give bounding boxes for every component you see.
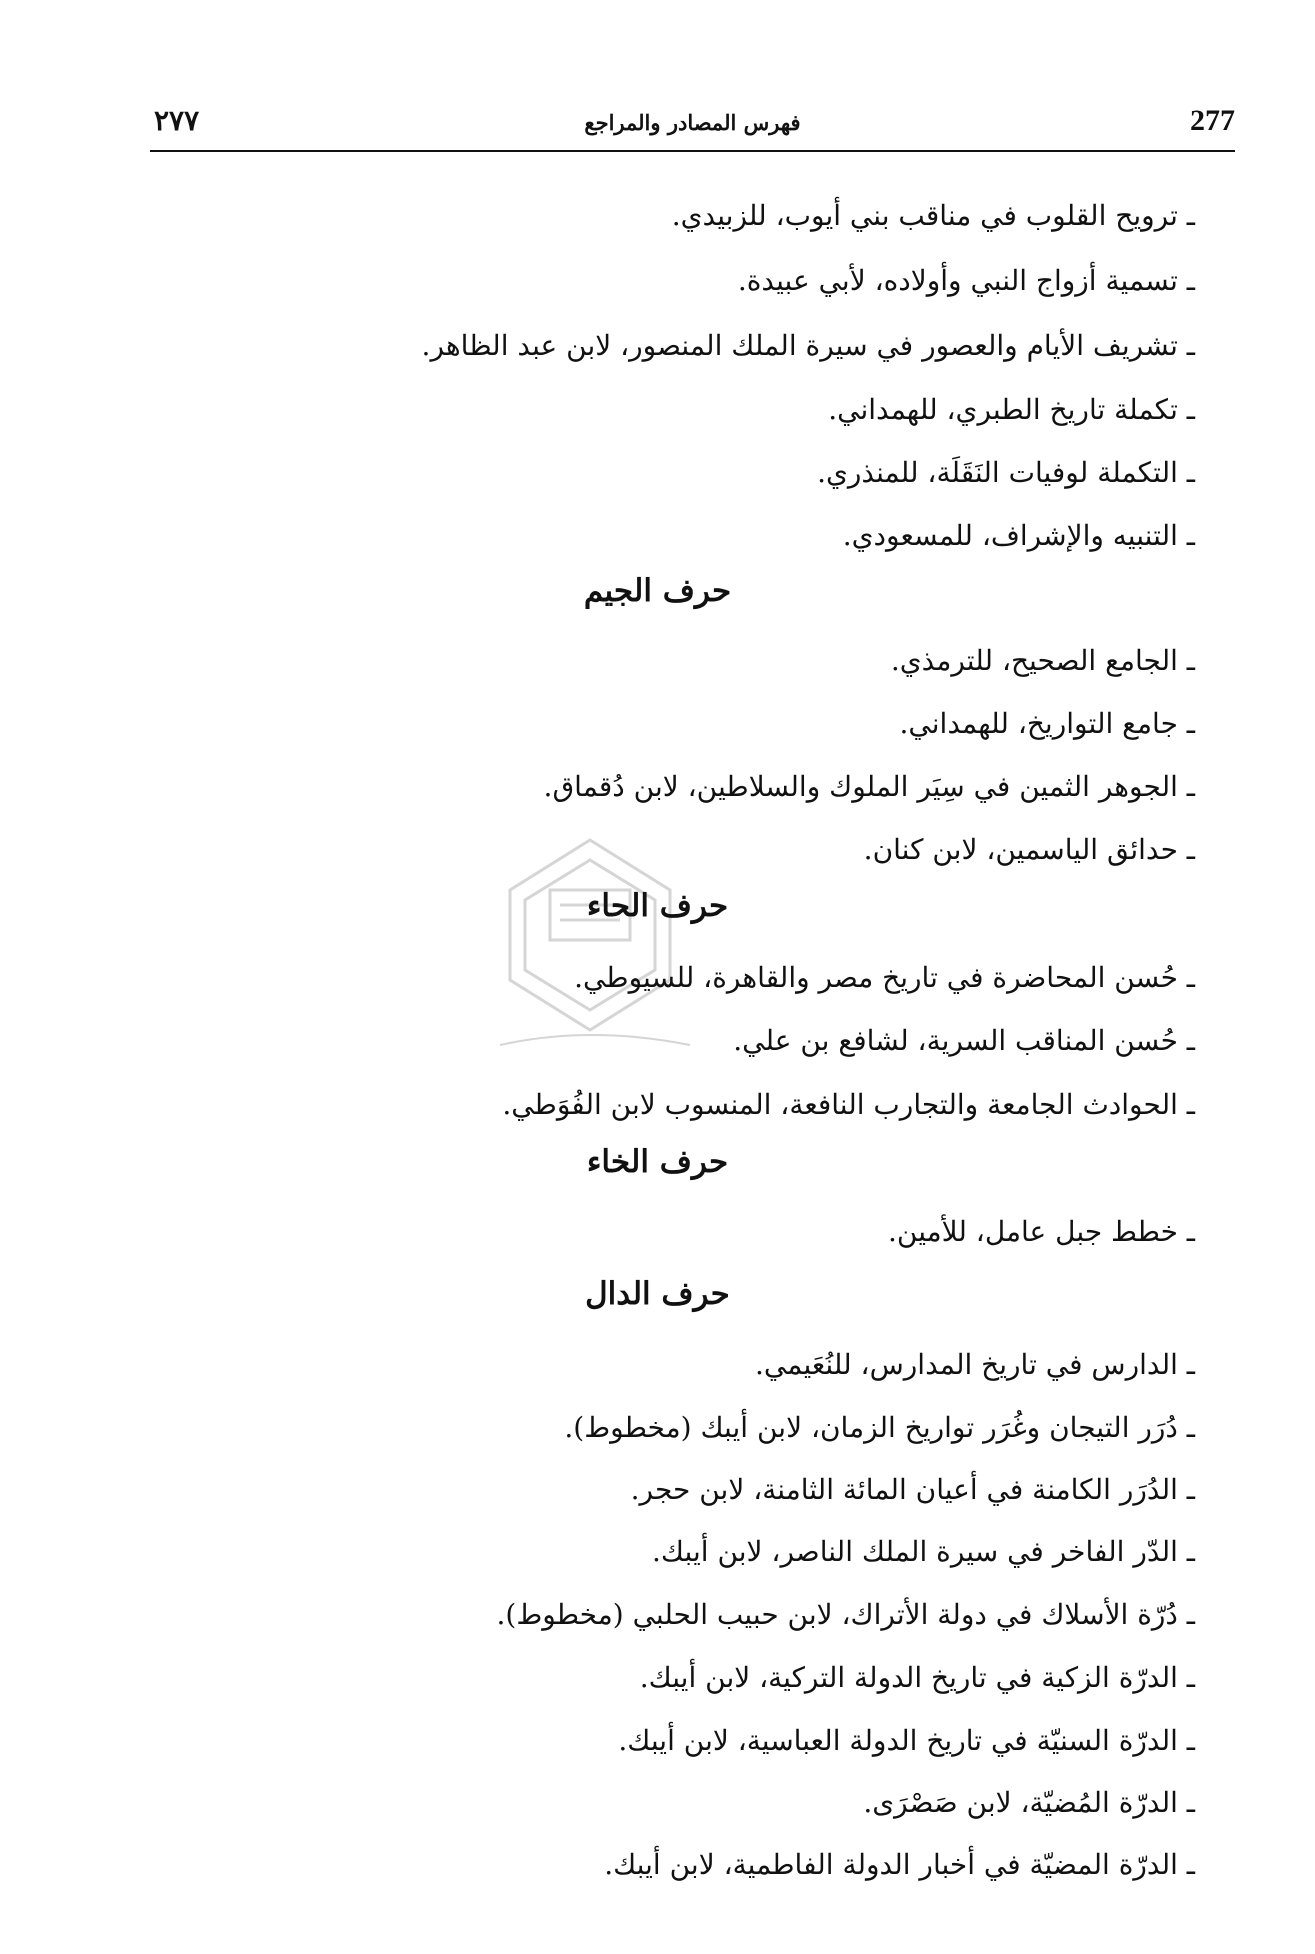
- page-header: [150, 102, 1235, 152]
- entry-2: ـ تشريف الأيام والعصور في سيرة الملك المنصور، لابن عبد الظاهر.: [421, 329, 1195, 362]
- section-heading-haa: حرف الحاء: [586, 888, 729, 924]
- entry-3: ـ تكملة تاريخ الطبري، للهمداني.: [828, 393, 1195, 426]
- entry-dal-3: ـ الدّر الفاخر في سيرة الملك الناصر، لابن أيبك.: [652, 1535, 1195, 1568]
- entry-haa-2: ـ الحوادث الجامعة والتجارب النافعة، المنسوب لابن الفُوَطي.: [502, 1088, 1195, 1121]
- entry-dal-4: ـ دُرّة الأسلاك في دولة الأتراك، لابن حبيب الحلبي (مخطوط).: [496, 1598, 1195, 1631]
- watermark-seal: [470, 830, 710, 1070]
- entry-dal-0: ـ الدارس في تاريخ المدارس، للنُعَيمي.: [755, 1348, 1195, 1381]
- entry-4: ـ التكملة لوفيات النَقَلَة، للمنذري.: [817, 456, 1195, 489]
- entry-jeem-1: ـ جامع التواريخ، للهمداني.: [899, 707, 1195, 740]
- entry-haa-1: ـ حُسن المناقب السرية، لشافع بن علي.: [733, 1024, 1195, 1057]
- entry-jeem-0: ـ الجامع الصحيح، للترمذي.: [890, 644, 1195, 677]
- section-heading-jeem: حرف الجيم: [583, 573, 732, 609]
- entry-dal-1: ـ دُرَر التيجان وغُرَر تواريخ الزمان، لابن أيبك (مخطوط).: [564, 1411, 1195, 1444]
- page-number-arabic: ٢٧٧: [154, 104, 200, 137]
- entry-0: ـ ترويح القلوب في مناقب بني أيوب، للزبيدي.: [671, 199, 1195, 232]
- entry-1: ـ تسمية أزواج النبي وأولاده، لأبي عبيدة.: [737, 264, 1195, 297]
- entry-dal-5: ـ الدرّة الزكية في تاريخ الدولة التركية، لابن أيبك.: [639, 1661, 1195, 1694]
- entry-jeem-3: ـ حدائق الياسمين، لابن كنان.: [863, 833, 1195, 866]
- entry-haa-0: ـ حُسن المحاضرة في تاريخ مصر والقاهرة، للسيوطي.: [574, 961, 1195, 994]
- entry-5: ـ التنبيه والإشراف، للمسعودي.: [842, 519, 1195, 552]
- entry-khaa-0: ـ خطط جبل عامل، للأمين.: [887, 1215, 1195, 1248]
- page-number-latin: 277: [1190, 104, 1235, 137]
- entry-dal-7: ـ الدرّة المُضيّة، لابن صَصْرَى.: [863, 1786, 1195, 1819]
- entry-dal-2: ـ الدُرَر الكامنة في أعيان المائة الثامنة، لابن حجر.: [630, 1473, 1195, 1506]
- entry-dal-8: ـ الدرّة المضيّة في أخبار الدولة الفاطمية، لابن أيبك.: [604, 1848, 1195, 1881]
- running-title: فهرس المصادر والمراجع: [584, 110, 801, 135]
- section-heading-khaa: حرف الخاء: [586, 1144, 729, 1180]
- entry-jeem-2: ـ الجوهر الثمين في سِيَر الملوك والسلاطين، لابن دُقماق.: [543, 770, 1195, 803]
- section-heading-dal: حرف الدال: [585, 1276, 730, 1312]
- entry-dal-6: ـ الدرّة السنيّة في تاريخ الدولة العباسية، لابن أيبك.: [618, 1724, 1195, 1757]
